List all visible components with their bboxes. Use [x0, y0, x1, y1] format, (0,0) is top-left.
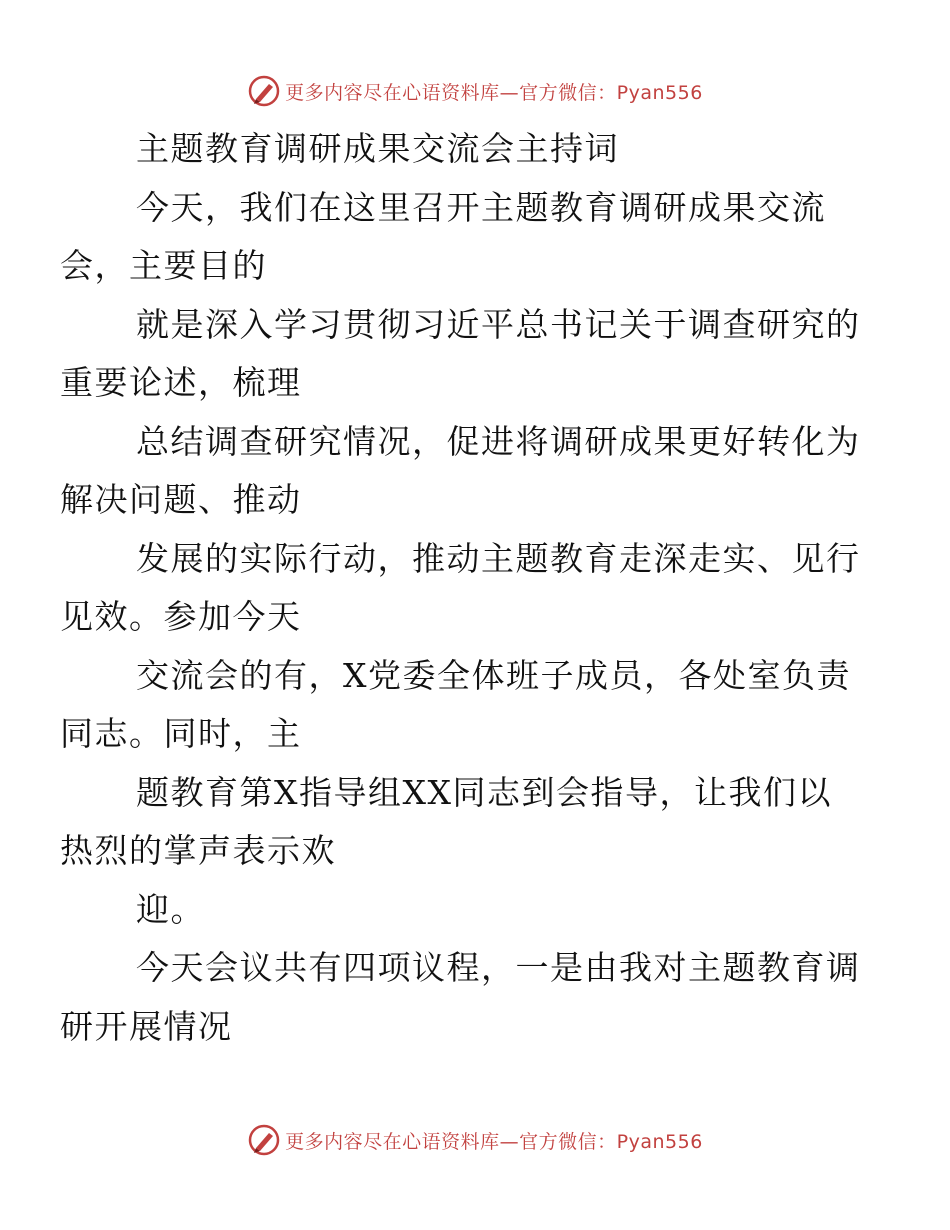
- document-body: [60, 120, 861, 1056]
- paragraph: [60, 530, 861, 647]
- paragraph-line: 总结调查研究情况，促进将调研成果更好转化为: [136, 421, 861, 461]
- watermark-header: [0, 71, 950, 111]
- paragraph: [60, 764, 858, 881]
- paragraph-line: 见效。参加今天: [60, 597, 302, 636]
- paragraph-line: 会，主要目的: [60, 246, 267, 285]
- paragraph-line: 今天会议共有四项议程，一是由我对主题教育调: [136, 948, 861, 987]
- paragraph-line: 同志。同时，主: [60, 714, 302, 753]
- paragraph: [60, 179, 858, 296]
- paragraph: [60, 413, 861, 530]
- watermark-text: 更多内容尽在心语资料库—官方微信：Pyan556: [285, 1130, 703, 1153]
- paragraph-line: 今天，我们在这里召开主题教育调研成果交流: [136, 187, 826, 227]
- pen-circle-logo-icon: [247, 74, 281, 108]
- paragraph-line: 解决问题、推动: [60, 480, 302, 519]
- paragraph-line: 就是深入学习贯彻习近平总书记关于调查研究的: [136, 304, 861, 344]
- paragraph: [60, 296, 861, 413]
- paragraph: [98, 881, 858, 940]
- paragraph-line: 研开展情况: [60, 1006, 233, 1046]
- paragraph-line: 发展的实际行动，推动主题教育走深走实、见行: [136, 538, 861, 578]
- document-title: 主题教育调研成果交流会主持词: [136, 129, 619, 168]
- paragraph: [60, 647, 858, 764]
- paragraph-line: 题教育第X指导组XX同志到会指导，让我们以: [136, 772, 832, 812]
- paragraph-line: 重要论述，梳理: [60, 363, 302, 402]
- watermark-footer: [0, 1120, 950, 1160]
- paragraph-line: 迎。: [136, 889, 205, 929]
- pen-circle-logo-icon: [247, 1123, 281, 1157]
- paragraph-line: 交流会的有，X党委全体班子成员，各处室负责: [136, 655, 851, 695]
- watermark-text: 更多内容尽在心语资料库—官方微信：Pyan556: [285, 81, 703, 104]
- paragraph-line: 热烈的掌声表示欢: [60, 831, 336, 870]
- paragraph-list: [60, 179, 861, 1057]
- paragraph: [60, 939, 861, 1056]
